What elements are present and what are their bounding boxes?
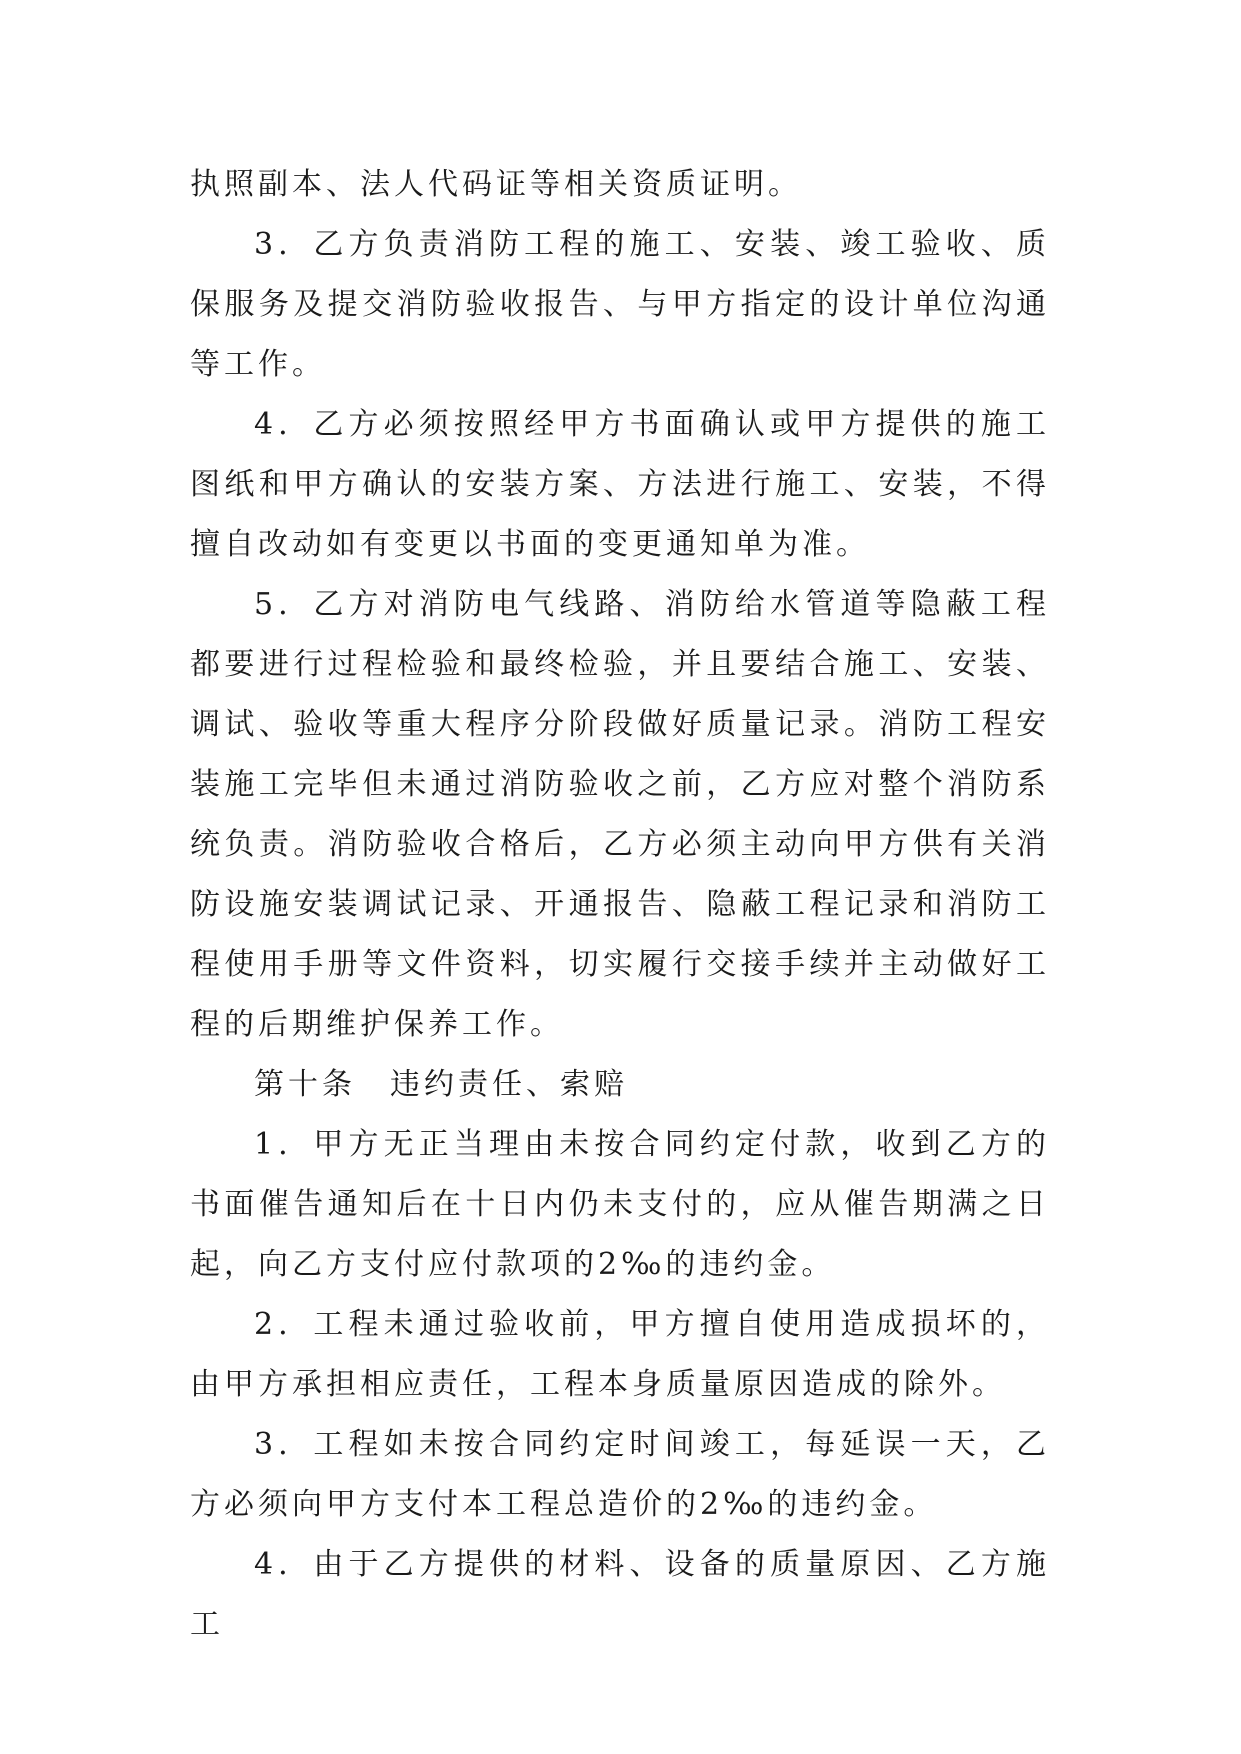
paragraph-continuation: 执照副本、法人代码证等相关资质证明。 xyxy=(190,167,802,202)
article-10-clause-3: 3．工程如未按合同约定时间竣工，每延误一天，乙方必须向甲方支付本工程总造价的2‰的违约金。 xyxy=(190,1427,1050,1522)
article-10-clause-2: 2．工程未通过验收前，甲方擅自使用造成损坏的，由甲方承担相应责任，工程本身质量原因造成的除外。 xyxy=(190,1307,1050,1402)
document-body xyxy=(190,155,1050,1655)
clause-3-paragraph: 3．乙方负责消防工程的施工、安装、竣工验收、质保服务及提交消防验收报告、与甲方指定的设计单位沟通等工作。 xyxy=(190,227,1050,382)
clause-5-paragraph: 5．乙方对消防电气线路、消防给水管道等隐蔽工程都要进行过程检验和最终检验，并且要结合施工、安装、调试、验收等重大程序分阶段做好质量记录。消防工程安装施工完毕但未通过消防验收之前，乙方应对整个消防系统负责。消防验收合格后，乙方必须主动向甲方供有关消防设施安装调试记录、开通报告、隐蔽工程记录和消防工程使用手册等文件资料，切实履行交接手续并主动做好工程的后期维护保养工作。 xyxy=(190,587,1050,1042)
article-10-heading: 第十条 违约责任、索赔 xyxy=(254,1067,628,1102)
article-10-clause-1: 1．甲方无正当理由未按合同约定付款，收到乙方的书面催告通知后在十日内仍未支付的，应从催告期满之日起，向乙方支付应付款项的2‰的违约金。 xyxy=(190,1127,1050,1282)
clause-4-paragraph: 4．乙方必须按照经甲方书面确认或甲方提供的施工图纸和甲方确认的安装方案、方法进行施工、安装，不得擅自改动如有变更以书面的变更通知单为准。 xyxy=(190,407,1050,562)
article-10-clause-4: 4．由于乙方提供的材料、设备的质量原因、乙方施工 xyxy=(190,1547,1050,1642)
